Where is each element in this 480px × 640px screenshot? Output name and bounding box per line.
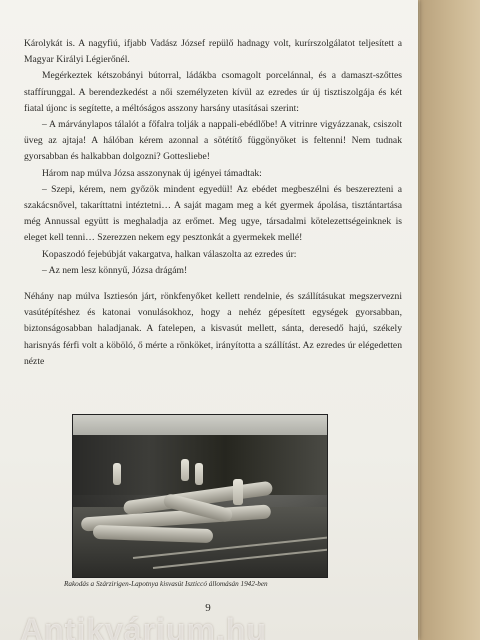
- photo-worker: [113, 463, 121, 485]
- paragraph: Három nap múlva Józsa asszonynak új igényei támadtak:: [42, 167, 262, 179]
- photo-caption: Rakodás a Szárzirigen-Lapotnya kisvasút Iszticcó állomásán 1942-ben: [64, 580, 268, 588]
- paragraph: Károlykát is. A nagyfiú, ifjabb Vadász József repülő hadnagy volt, kurírszolgálatot teljesített a Magyar Királyi Légierőnél.: [24, 38, 402, 66]
- dialogue-paragraph: – Szepi, kérem, nem győzök mindent egyedül! Az ebédet megbeszélni és beszerezteni a szakácsnővel, takaríttatni intéztetni… A saját magam meg a két gyermek ápolása, tisztántartása még Annussal együtt is meghaladja az erőmet. Meg ugye, társadalmi kötelezettségeinknek is eleget kell tenni… Szerezzen nekem egy pesztonkát a gyermekek mellé!: [24, 183, 402, 244]
- dialogue-paragraph: – Az nem lesz könnyű, Józsa drágám!: [42, 264, 188, 276]
- paragraph: Néhány nap múlva Isztiesón járt, rönkfenyőket kellett rendelnie, és szállításukat megszerveznі vasútépítéshez és katonai vonulásokhoz, hogy a nehéz gépesített egységek gyorsabban, biztonságosabban haladjanak. A fatelepen, a kisvasút mellett, sánta, deresedő hajú, székely harisnyás férfi volt a köböló, ő mérte a rönköket, irányította a szállítást. Az ezredes úr elégedetten nézte: [24, 291, 402, 367]
- photo-worker: [195, 463, 203, 485]
- watermark: Antikvárium.hu: [20, 612, 267, 640]
- paragraph: Kopaszodó fejebúbját vakargatva, halkan válaszolta az ezredes úr:: [42, 248, 297, 260]
- body-text: [24, 36, 402, 370]
- dialogue-paragraph: – A márványlapos tálalót a főfalra tolják a nappali-ebédlőbe! A vitrinre vigyázzanak, csiszolt üveg az ajtaja! A hálóban kérem azonnal a sötétítő függönyöket is feltenni! Nem tudnak gyorsabban és halkabban dolgozni? Gottesliebe!: [24, 119, 402, 163]
- table-surface: [420, 0, 480, 640]
- page-number: 9: [205, 602, 211, 614]
- photo-worker: [233, 479, 243, 505]
- photo-worker: [181, 459, 189, 481]
- historical-photo: [72, 414, 328, 578]
- paragraph: Megérkeztek kétszobányi bútorral, ládákba csomagolt porcelánnal, és a damaszt-szőttes staffírunggal. A berendezkedést a női személyzeten kívül az ezredes úr új tisztiszolgája és két fiatal újonc is segítette, a méltóságos asszony harsány utasításai szerint:: [24, 70, 402, 114]
